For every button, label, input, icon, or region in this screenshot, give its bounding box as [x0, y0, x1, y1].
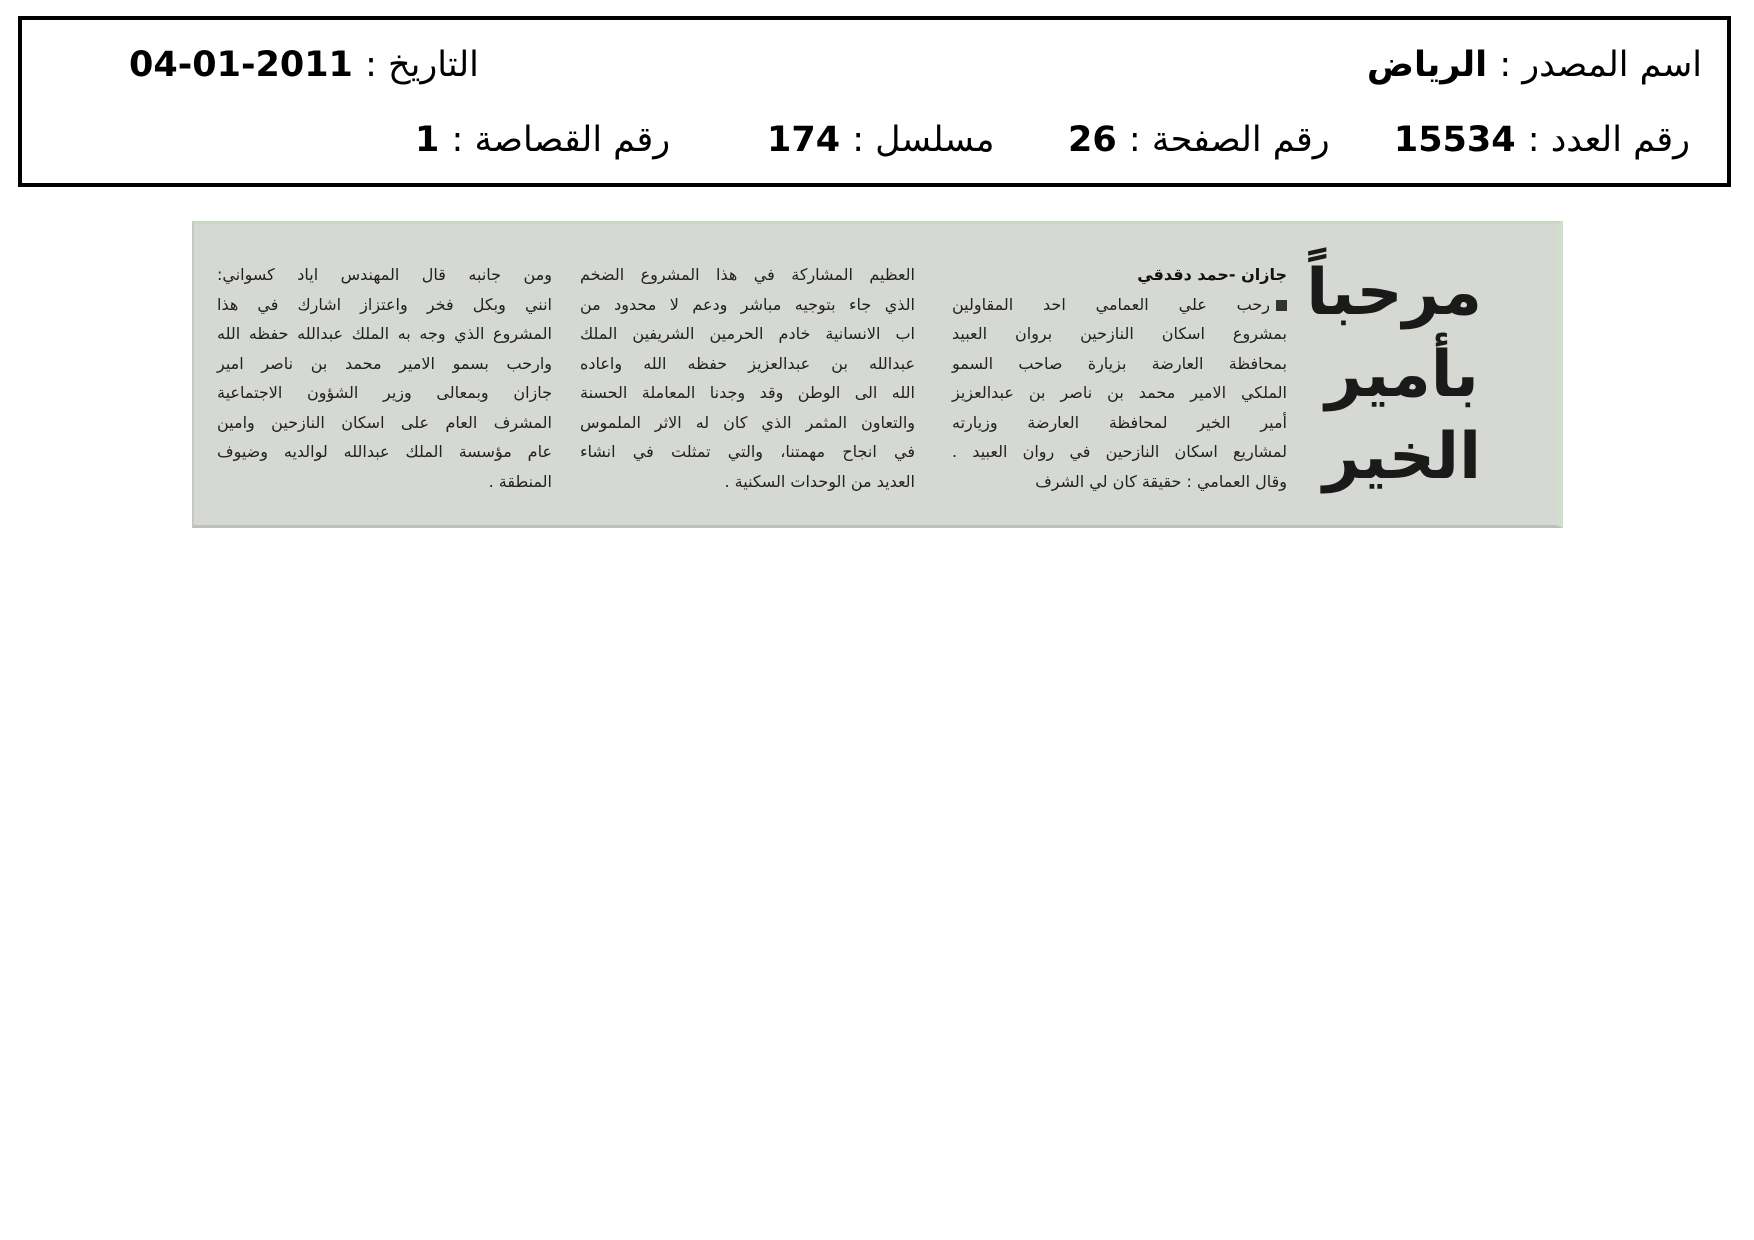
column-line: العظيم المشاركة في هذا المشروع الضخم — [580, 265, 915, 284]
source-value: الرياض — [1366, 45, 1488, 85]
column-line: عبدالله بن عبدالعزيز حفظه الله واعاده — [580, 353, 915, 373]
date-value: 2011-01-04 — [129, 45, 353, 85]
column-line: رحب علي العمامي احد المقاولين — [952, 290, 1287, 320]
clip-field — [415, 120, 671, 160]
column-line: الملكي الامير محمد بن ناصر بن عبدالعزيز — [952, 383, 1287, 402]
source-label: اسم المصدر : — [1499, 45, 1702, 85]
column-line: الله الى الوطن وقد وجدنا المعاملة الحسنة — [580, 383, 915, 402]
article-column-3 — [217, 260, 552, 496]
newspaper-clipping — [192, 221, 1563, 528]
column-line: ومن جانبه قال المهندس اياد كسواني: — [217, 265, 552, 284]
issue-value: 15534 — [1393, 120, 1516, 160]
byline: جازان -حمد دقدقي — [1137, 265, 1287, 284]
column-line: وقال العمامي : حقيقة كان لي الشرف — [1035, 471, 1287, 491]
column-line: في انجاح مهمتنا، والتي تمثلت في انشاء — [580, 442, 915, 461]
column-line: المشروع الذي وجه به الملك عبدالله حفظه الله — [217, 324, 552, 343]
headline — [1306, 252, 1482, 498]
column-line: اب الانسانية خادم الحرمين الشريفين الملك — [580, 324, 915, 343]
column-line: الذي جاء بتوجيه مباشر ودعم لا محدود من — [580, 294, 915, 314]
headline-line: الخير — [1322, 420, 1482, 494]
issue-field — [1393, 120, 1690, 160]
serial-label: مسلسل : — [852, 120, 995, 160]
column-line: لمشاريع اسكان النازحين في روان العبيد . — [952, 442, 1287, 461]
column-line: المشرف العام على اسكان النازحين وامين — [217, 412, 552, 432]
column-line: أمير الخير لمحافظة العارضة وزيارته — [952, 412, 1287, 432]
date-label: التاريخ : — [365, 45, 479, 85]
column-line: عام مؤسسة الملك عبدالله لوالديه وضيوف — [217, 442, 552, 461]
page-field — [1068, 120, 1330, 160]
column-line: المنطقة . — [488, 471, 552, 491]
headline-line: مرحباً — [1306, 256, 1482, 330]
serial-field — [767, 120, 995, 160]
column-line: بمشروع اسكان النازحين بروان العبيد — [952, 324, 1287, 343]
column-line: جازان وبمعالى وزير الشؤون الاجتماعية — [217, 383, 552, 402]
clip-label: رقم القصاصة : — [451, 120, 671, 160]
clipping-info-box — [18, 16, 1731, 187]
source-field — [1366, 45, 1702, 85]
column-line: وارحب بسمو الامير محمد بن ناصر امير — [217, 353, 552, 373]
column-line: العديد من الوحدات السكنية . — [724, 471, 915, 491]
page-label: رقم الصفحة : — [1128, 120, 1330, 160]
article-column-1 — [952, 260, 1287, 496]
headline-line: بأمير — [1325, 338, 1479, 412]
bullet-icon — [1276, 300, 1287, 311]
clip-value: 1 — [415, 120, 440, 160]
column-line: انني وبكل فخر واعتزاز اشارك في هذا — [217, 294, 552, 314]
page-value: 26 — [1068, 120, 1117, 160]
serial-value: 174 — [767, 120, 841, 160]
date-field — [129, 45, 479, 85]
article-column-2 — [580, 260, 915, 496]
column-line: بمحافظة العارضة بزيارة صاحب السمو — [952, 353, 1287, 373]
column-line: والتعاون المثمر الذي كان له الاثر الملموس — [580, 412, 915, 432]
issue-label: رقم العدد : — [1527, 120, 1690, 160]
